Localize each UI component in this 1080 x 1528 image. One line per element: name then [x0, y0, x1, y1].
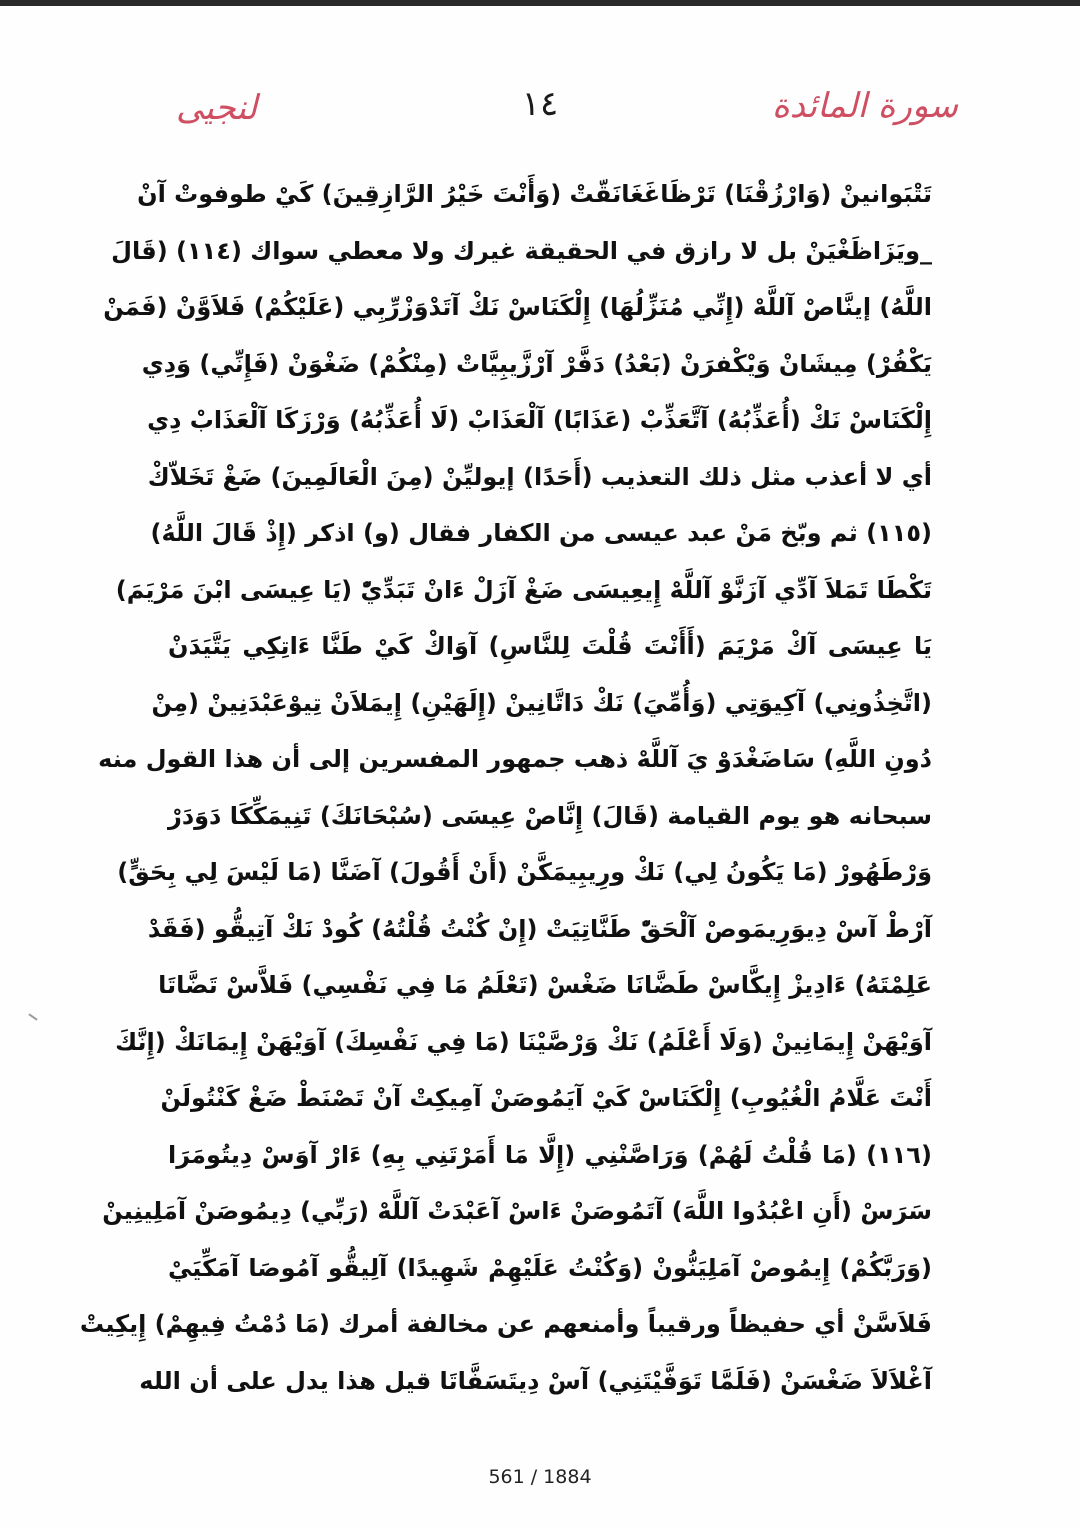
text-line: اللَّهُ) إينَّاصْ آللَّهْ (إِنِّي مُنَزِّلُهَا) إِلْكَنَاسْ نَكْ آتَدْوَزْرِّبِي (عَلَيْكُمْ) فَلاَوَّنْ (فَمَنْ [103, 293, 932, 321]
margin-mark [28, 1013, 37, 1020]
text-line: (اتَّخِذُونِي) آكِيوَتِي (وَأُمِّيَ) نَكْ دَاتَّانِينْ (إِلَهَيْنِ) إِيمَلاَنْ تِيوْعَبْدَنِينْ (مِنْ [151, 688, 932, 717]
text-line: تَكْطَا تَمَلاَ آدِّي آزَنَّوْ آللَّهْ إِيعِيسَى ضَغْ آزَلْ ءَانْ تَبَدِّيّْ (يَا عِيسَى ابْنَ مَرْيَمَ) [115, 575, 932, 604]
text-line: يَكْفُرْ) مِيشَانْ وَيْكْفرَنْ (بَعْدُ) دَفَّرْ آرْزَّيبِيَّاتْ (مِنْكُمْ) ضَغْوَنْ (فَإِنِّي) وَدِي [141, 349, 932, 378]
text-line: آوَيْهَنْ إِيمَانِينْ (وَلَا أَعْلَمُ) نَكْ وَرْصَّيْنَا (مَا فِي نَفْسِكَ) آوَيْهَنْ إِيمَانَكْ (إِنَّكَ [115, 1027, 932, 1056]
text-line: أَنْتَ عَلَّامُ الْغُيُوبِ) إِلْكَنَاسْ كَيْ آيَمُوصَنْ آمِيكِتْ آنْ تَصْنَطْ ضَغْ كَنْتُولَنْ [160, 1084, 932, 1112]
text-line: إِلْكَنَاسْ نَكْ (أُعَذِّبُهُ) آتَّعَذِّبْ (عَذَابًا) آلْعَذَابْ (لَا أُعَذِّبُهُ) وَرْزَكَا آلْعَذَابْ دِي [147, 406, 932, 434]
text-line: سبحانه هو يوم القيامة (قَالَ) إِنَّاصْ عِيسَى (سُبْحَانَكَ) تَنِيمَكِّكَا دَوَدَرْ [168, 801, 932, 830]
text-line: سَرَسْ (أَنِ اعْبُدُوا اللَّهَ) آتَمُوصَنْ ءَاسْ آعَبْدَتْ آللَّهْ (رَبِّي) دِيمُوصَنْ آمَلِينِينْ [102, 1197, 932, 1225]
text-line: _ويَزَاظَغْيَنْ بل لا رازق في الحقيقة غيرك ولا معطي سواك (١١٤) (قَالَ [111, 236, 932, 265]
page-header [0, 78, 1080, 138]
text-line: آرْطْ آسْ دِيوَرِيمَوصْ آلْحَقّْ طَنَّاتِيَتْ (إِنْ كُنْتُ قُلْتُهُ) كُودْ نَكْ آتِيقُّو (فَقَدْ [147, 914, 932, 943]
text-line: تَتْبَوانينْ (وَارْزُقْنَا) تَرْظَاغَغَانَقّتْ (وَأَنْتَ خَيْرُ الرَّازِقِينَ) كَيْ طوفوتْ آنْ [137, 180, 932, 208]
surah-title: سورة المائدة [771, 86, 958, 126]
text-line: وَرْطَهُورْ (مَا يَكُونُ لِي) نَكْ ورِيبِيمَكَّنْ (أَنْ أَقُولَ) آضَنَّا (مَا لَيْسَ لِي بِحَقٍّ) [117, 858, 932, 886]
text-line: (١١٥) ثم وبّخ مَنْ عبد عيسى من الكفار فقال (و) اذكر (إِذْ قَالَ اللَّهُ) [150, 519, 932, 547]
text-line: (١١٦) (مَا قُلْتُ لَهُمْ) وَرَاصَّنْنِي (إِلَّا مَا أَمَرْتَنِي بِهِ) ءَارْ آوَسْ دِيتُومَرَا [168, 1140, 932, 1169]
page-indicator: 561 / 1884 [488, 1466, 592, 1488]
text-line: آغْلاَلاَ ضَغْسَنْ (فَلَمَّا تَوَفَّيْتَنِي) آسْ دِيتَسَفَّاتَا قيل هذا يدل على أن الله [139, 1366, 932, 1395]
text-line: أي لا أعذب مثل ذلك التعذيب (أَحَدًا) إيوليِّنْ (مِنَ الْعَالَمِينَ) ضَغْ تَخَلاّكْ [147, 462, 932, 491]
text-line: يَا عِيسَى آكْ مَرْيَمَ (أَأَنْتَ قُلْتَ لِلنَّاسِ) آوَاكْ كَيْ طَنَّا ءَاتِكِي يَتَّيَدَنْ [168, 632, 932, 660]
text-line: فَلاَسَّنْ أي حفيظاً ورقيباً وأمنعهم عن مخالفة أمرك (مَا دُمْتُ فِيهِمْ) إِيكِيتْ [79, 1310, 932, 1338]
tafsir-text [79, 166, 932, 1395]
text-line: عَلِمْتَهُ) ءَادِيزْ إِيكَّاسْ طَضَّانَا ضَغْسْ (تَعْلَمُ مَا فِي نَفْسِي) فَلاَّسْ تَضَّاتَا [158, 971, 932, 999]
handwritten-note: لنجيى [176, 88, 258, 128]
text-line: دُونِ اللَّهِ) سَاضَغْدَوْ يَ آللَّهْ ذهب جمهور المفسرين إلى أن هذا القول منه [98, 745, 932, 773]
text-line: (وَرَبَّكُمْ) إِيمُوصْ آمَلِيَنُّونْ (وَكُنْتُ عَلَيْهِمْ شَهِيدًا) آلِيقُّو آمُوصَا آمَكِّيَيْ [168, 1253, 932, 1282]
scanned-page [0, 6, 1080, 1528]
page-number: ١٤ [521, 84, 559, 124]
